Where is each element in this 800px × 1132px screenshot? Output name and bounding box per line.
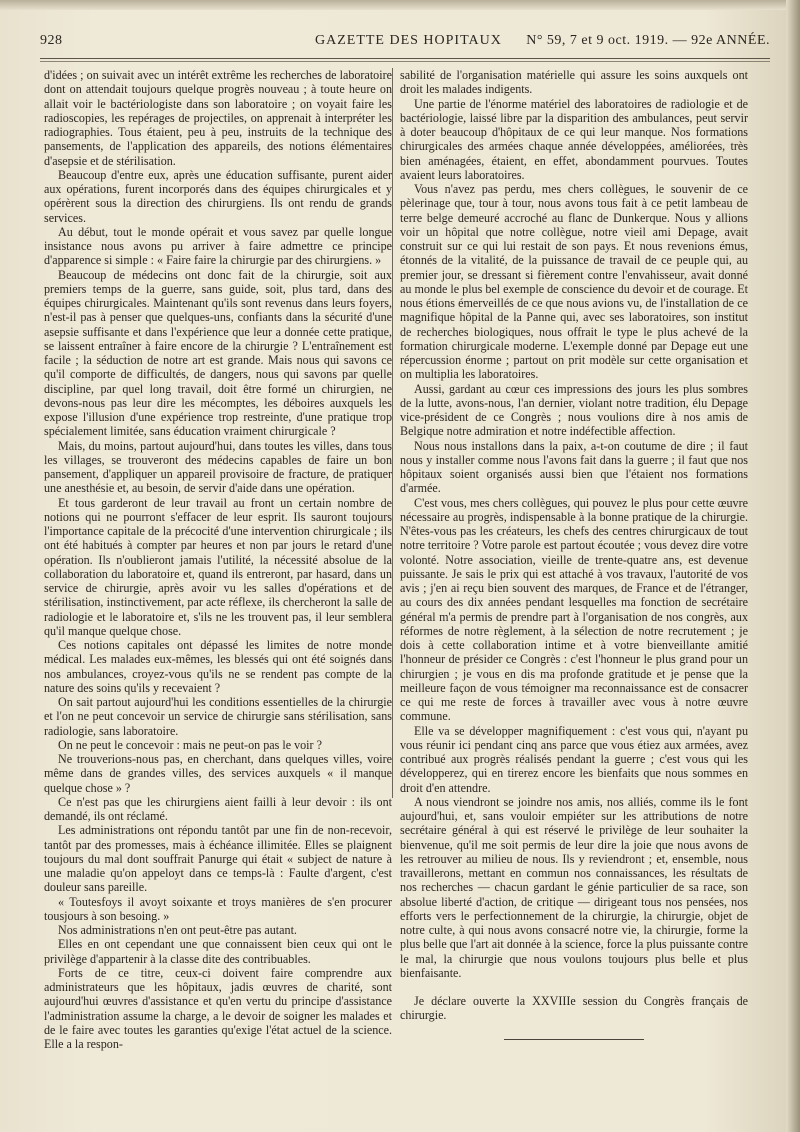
paragraph: Une partie de l'énorme matériel des laboratoires de radiologie et de bactériologie, laissé libre par la disparition des ambulances, peut servir à doter beaucoup d'hôpitaux de ce qui leur manque. Nos formations chirurgicales des armées chaque année développées, améliorées, très bien aménagées, étaient, en effet, abondamment pourvues. Toutes avaient leurs laboratoires. [400,96,748,182]
header-rule [40,58,770,59]
paragraph: Ne trouverions-nous pas, en cherchant, dans quelques villes, voire même dans de grandes villes, des services auxquels « il manque quelque chose » ? [44,752,392,795]
page-top-edge [0,0,800,10]
paragraph: On ne peut le concevoir : mais ne peut-on pas le voir ? [58,737,322,752]
page-header [40,30,770,52]
paragraph: Elles en ont cependant une que connaissent bien ceux qui ont le privilège d'appartenir à la classe dite des contribuables. [44,937,392,966]
column-divider [392,68,393,798]
paragraph: Nos administrations n'en ont peut-être pas autant. [58,923,297,937]
paragraph: A nous viendront se joindre nos amis, nos alliés, comme ils le font aujourd'hui, et, sans vouloir empiéter sur les attributions de notre secrétaire général à qui est réservé le privilège de leur souhaiter la bienvenue, qu'il me soit permis de leur dire la joie que nous avons de les retrouver au milieu de nous. Ils y reviendront ; et, ensemble, nous travaillerons, mettant en commun nos connaissances, les résultats de nos recherches — chacun gardant le génie particulier de sa race, son absolue liberté d'action, de critique — dirigeant tous nos pensées, nos efforts vers le perfectionnement de la chirurgie, la chirurgie, objet de notre culte, à qui nous avons consacré notre vie, la chirurgie, forme la plus belle que l'art ait donnée à la science, force la plus puissante contre le mal, la chirurgie que nous voulons toujours plus belle et plus bienfaisante. [400,794,748,980]
paragraph: Forts de ce titre, ceux-ci doivent faire comprendre aux administrateurs que les hôpitaux, jadis œuvres de charité, sont aujourd'hui œuvres d'assistance et qu'en vertu du principe d'assistance l'administration assume la charge, a le devoir de soigner les malades et de le faire avec toutes les garanties qu'exige l'état actuel de la science. Elle a la respon- [44,965,392,1051]
paragraph: Les administrations ont répondu tantôt par une fin de non-recevoir, tantôt par des promesses, mais à échéance illimitée. Elles se plaignent toujours du mal dont souffrait Panurge qui était « subject de nature à une maladie qu'on appeloyt dans ce temps-là : Faulte d'argent, c'est douleur sans pareille. [44,823,392,895]
header-rule-secondary [40,61,770,62]
end-rule [504,1039,644,1040]
paragraph: Et tous garderont de leur travail au front un certain nombre de notions qui ne pourront s'effacer de leur esprit. Ils sauront toujours l'importance capitale de la précocité d'une intervention chirurgicale ; ils ont été habitués à compter par heures et non par jours le retard d'une opération. Ils n'oublieront jamais l'utilité, la nécessité absolue de la collaboration du laboratoire et, quand ils entreront, par hasard, dans un service de chirurgie, après avoir vu les salles d'opérations et de stérilisation, instinctivement, par acte réflexe, ils chercheront la salle de radiologie et le laboratoire et, s'ils ne les trouvent pas, il leur semblera qu'il manque quelque chose. [44,495,392,638]
paragraph: Nous nous installons dans la paix, a-t-on coutume de dire ; il faut nous y installer comme nous l'avons fait dans la guerre ; il faut que nos hôpitaux soient organisés aussi bien que l'étaient nos formations d'armée. [400,438,748,496]
paragraph: Beaucoup d'entre eux, après une éducation suffisante, purent aider aux opérations, furent incorporés dans des équipes chirurgicales et y opérèrent sous la direction des chirurgiens. Ils ont rendu de grands services. [44,167,392,225]
paragraph: Au début, tout le monde opérait et vous savez par quelle longue insistance nous avons pu arriver à faire admettre ce principe d'apparence si simple : « Faire faire la chirurgie par des chirurgiens. » [44,224,392,268]
paragraph: Ce n'est pas que les chirurgiens aient failli à leur devoir : ils ont demandé, ils ont réclamé. [44,794,392,823]
paragraph: C'est vous, mes chers collègues, qui pouvez le plus pour cette œuvre nécessaire au progrès, indispensable à la bonne pratique de la chirurgie. N'êtes-vous pas les créateurs, les chefs des centres chirurgicaux de tout notre territoire ? Votre parole est partout écoutée ; vous devez dire votre volonté. Notre association, vieille de trente-quatre ans, est devenue puissante. Je sais le prix qui est attaché à vos travaux, l'autorité de vos avis ; j'en ai reçu bien souvent des marques, de France et de l'étranger, au cours des dix années pendant lesquelles ma fonction de secrétaire général m'a permis de prendre part à l'organisation de nos congrès, aux réformes de notre règlement, à la sélection de notre recrutement ; je dois à cette collaboration intime et à votre bienveillante amitié l'honneur de présider ce Congrès : c'est l'honneur le plus grand pour un chirurgien ; je vous en dis ma profonde gratitude et je pense que la meilleure façon de vous témoigner ma reconnaissance est de consacrer ce qui me reste de forces à travailler avec vous à notre œuvre commune. [400,495,748,724]
closing-declaration: Je déclare ouverte la XXVIIIe session du Congrès français de chirurgie. [400,994,748,1023]
page-number: 928 [40,33,63,48]
paragraph: « Toutesfoys il avoyt soixante et troys manières de s'en procurer tousjours à son besoing. » [44,894,392,923]
issue-info: N° 59, 7 et 9 oct. 1919. — 92e ANNÉE. [526,33,770,48]
paragraph: Beaucoup de médecins ont donc fait de la chirurgie, soit aux premiers temps de la guerre, sans guide, soit, plus tard, dans des équipes chirurgicales. Maintenant qu'ils sont revenus dans leurs foyers, n'est-il pas à penser que quelques-uns, confiants dans la sécurité d'une asepsie suffisante et dans l'expérience que leur a donnée cette pratique, se laissent entraîner à faire encore de la chirurgie ? L'entraînement est facile ; la séduction de notre art est grande. Mais nous qui savons ce qu'il comporte de difficultés, de dangers, nous qui savons par quelle discipline, par quel long travail, doit être formé un chirurgien, ne devons-nous pas leur dire les mécomptes, les déboires auxquels les expose l'illusion d'une expérience trop restreinte, d'une pratique trop spécialement limitée, sans éducation vraiment chirurgicale ? [44,267,392,439]
paragraph: Mais, du moins, partout aujourd'hui, dans toutes les villes, dans tous les villages, se trouveront des médecins capables de faire un bon pansement, d'appliquer un appareil provisoire de fracture, de pratiquer une anesthésie et, au besoin, de servir d'aide dans une opération. [44,438,392,496]
right-column [400,68,748,1108]
paragraph: sabilité de l'organisation matérielle qui assure les soins auxquels ont droit les malades indigents. [400,68,748,97]
journal-title: GAZETTE DES HOPITAUX [315,33,502,48]
paragraph: Elle va se développer magnifiquement : c'est vous qui, n'ayant pu vous réunir ici pendant cinq ans parce que vous étiez aux armées, avez contribué aux progrès réalisés pendant la guerre ; c'est vous qui les développerez, qui en tirerez encore les bienfaits que nous sommes en droit d'en attendre. [400,723,748,795]
paragraph: d'idées ; on suivait avec un intérêt extrême les recherches de laboratoire dont on attendait toujours quelque progrès nouveau ; à toute heure on allait voir le bactériologiste dans son laboratoire ; on voyait faire les radioscopies, les repérages de projectiles, on apprenait à interpréter les radiographies. Tous étaient, peu à peu, instruits de la technique des pansements, de l'application des appareils, des notions élémentaires d'asepsie et de stérilisation. [44,68,392,168]
paragraph: Ces notions capitales ont dépassé les limites de notre monde médical. Les malades eux-mêmes, les blessés qui ont été soignés dans nos ambulances, croyez-vous qu'ils ne se rendent pas compte de la nature des soins qu'ils y recevaient ? [44,638,392,695]
paragraph: On sait partout aujourd'hui les conditions essentielles de la chirurgie et l'on ne peut concevoir un service de chirurgie sans stérilisation, sans radiologie, sans laboratoire. [44,695,392,738]
paragraph: Vous n'avez pas perdu, mes chers collègues, le souvenir de ce pèlerinage que, tour à tour, nous avons tous fait à ce petit lambeau de terre belge demeuré accroché au flanc de Dunkerque. Nous y allions voir un hôpital que notre collègue, notre vieil ami Depage, avait construit sur ce qui lui restait de son pays. Et nous revenions émus, étonnés de la vitalité, de la puissance de travail de ce peuple qui, au premier jour, se dressant si fièrement contre l'envahisseur, avait donné au monde le plus bel exemple de conscience du devoir et de courage. Et nous étions émerveillés de ce que nous avions vu, de l'installation de ce magnifique hôpital de la Panne qui, avec ses laboratoires, son institut de recherches biologiques, nous offrait le type le plus achevé de la formation chirurgicale moderne. L'exemple donné par Depage eut une répercussion énorme ; partout on prit modèle sur cette organisation et on multiplia les laboratoires. [400,182,748,382]
page-binding-shadow [786,0,800,1132]
paragraph: Aussi, gardant au cœur ces impressions des jours les plus sombres de la lutte, avons-nous, l'an dernier, violant notre tradition, élu Depage vice-président de ce Congrès ; nous voulions dire à nos amis de Belgique notre admiration et notre indéfectible affection. [400,381,748,439]
left-column [44,68,392,1108]
